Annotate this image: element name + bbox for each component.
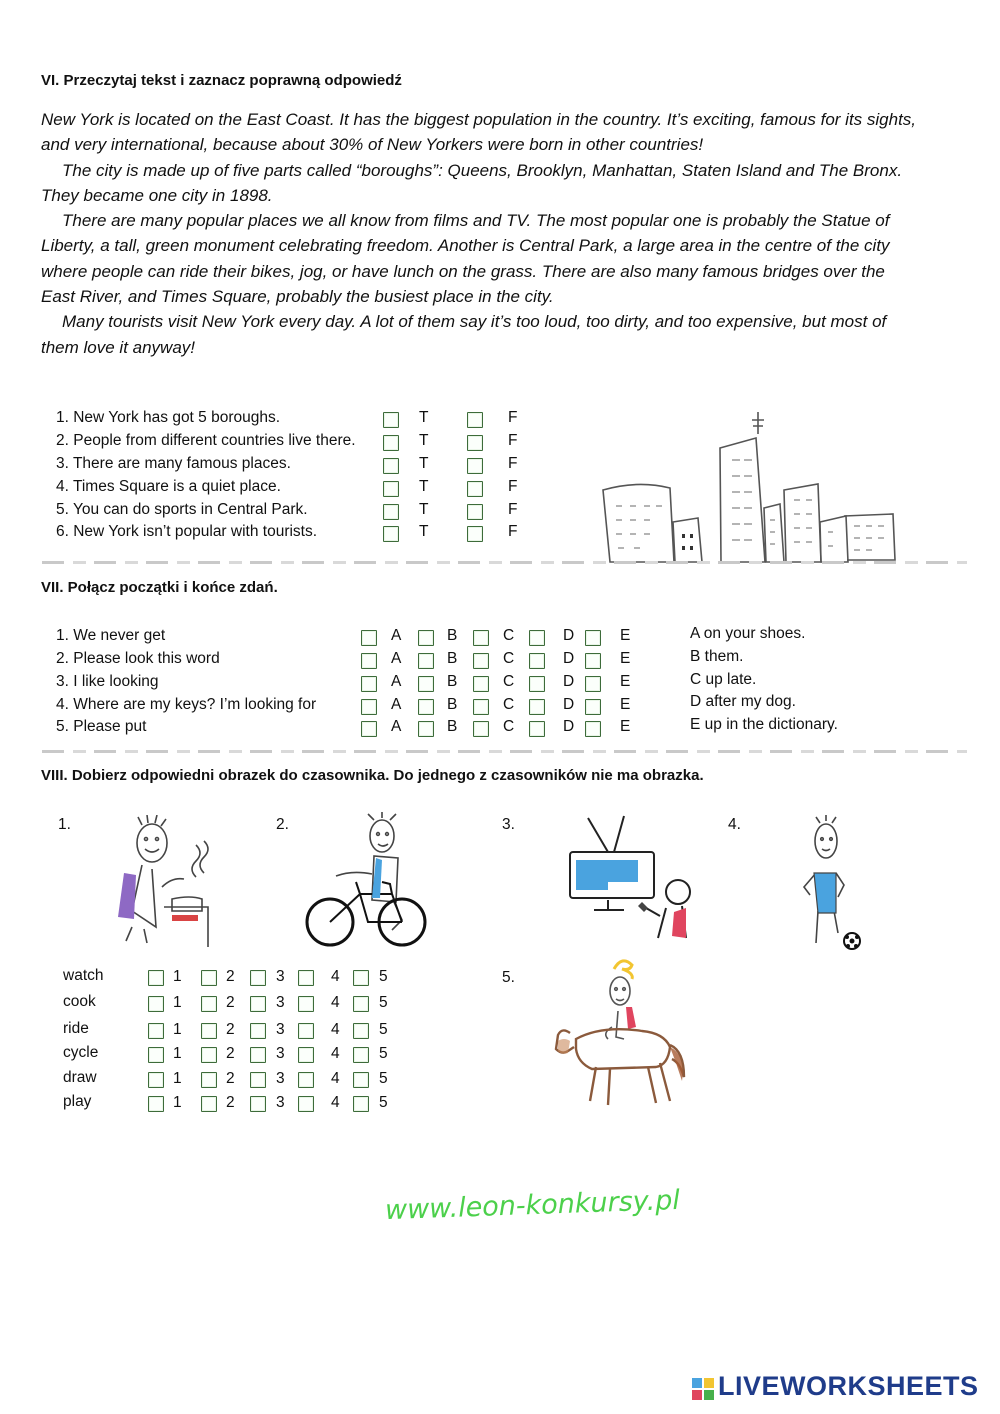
picture-checkbox-2[interactable] <box>201 1047 217 1063</box>
option-checkbox-b[interactable] <box>418 630 434 646</box>
picture-option-label: 1 <box>173 1021 182 1038</box>
bicycle-icon <box>302 812 430 952</box>
option-checkbox-e[interactable] <box>585 630 601 646</box>
picture-number-3: 3. <box>502 816 515 833</box>
option-checkbox-d[interactable] <box>529 653 545 669</box>
false-checkbox[interactable] <box>467 526 483 542</box>
picture-option-label: 4 <box>331 1094 340 1111</box>
picture-option-label: 5 <box>379 1045 388 1062</box>
picture-option-label: 4 <box>331 994 340 1011</box>
picture-option-label: 3 <box>276 1021 285 1038</box>
true-label: T <box>419 455 429 472</box>
picture-checkbox-3[interactable] <box>250 1072 266 1088</box>
picture-checkbox-1[interactable] <box>148 996 164 1012</box>
picture-checkbox-5[interactable] <box>353 1047 369 1063</box>
true-checkbox[interactable] <box>383 504 399 520</box>
picture-checkbox-3[interactable] <box>250 1047 266 1063</box>
picture-option-label: 1 <box>173 1070 182 1087</box>
tf-statement: 6. New York isn’t popular with tourists. <box>56 523 318 540</box>
false-label: F <box>508 455 518 472</box>
picture-checkbox-5[interactable] <box>353 996 369 1012</box>
tf-statement: 4. Times Square is a quiet place. <box>56 478 281 495</box>
sentence-beginning: 4. Where are my keys? I’m looking for <box>56 696 317 713</box>
horse-rider-icon <box>552 955 702 1115</box>
picture-option-label: 5 <box>379 1021 388 1038</box>
false-checkbox[interactable] <box>467 504 483 520</box>
picture-number-2: 2. <box>276 816 289 833</box>
section-divider <box>42 750 967 753</box>
picture-option-label: 4 <box>331 1021 340 1038</box>
picture-option-label: 1 <box>173 1094 182 1111</box>
option-label: E <box>620 673 631 690</box>
picture-checkbox-4[interactable] <box>298 970 314 986</box>
sentence-beginning: 3. I like looking <box>56 673 159 690</box>
option-checkbox-d[interactable] <box>529 721 545 737</box>
picture-option-label: 2 <box>226 1021 235 1038</box>
true-label: T <box>419 501 429 518</box>
option-label: D <box>563 673 575 690</box>
sentence-ending: B them. <box>690 648 744 665</box>
section8-heading: VIII. Dobierz odpowiedni obrazek do czasownika. Do jednego z czasowników nie ma obrazka. <box>41 767 704 784</box>
city-skyline-icon <box>598 410 903 565</box>
sentence-beginning: 1. We never get <box>56 627 166 644</box>
option-label: B <box>447 718 458 735</box>
picture-checkbox-4[interactable] <box>298 1023 314 1039</box>
picture-checkbox-2[interactable] <box>201 1072 217 1088</box>
option-label: E <box>620 627 631 644</box>
verb-label: play <box>63 1093 92 1110</box>
liveworksheets-brand: LIVEWORKSHEETS <box>718 1371 979 1401</box>
option-checkbox-e[interactable] <box>585 699 601 715</box>
verb-label: draw <box>63 1069 97 1086</box>
option-label: D <box>563 650 575 667</box>
picture-option-label: 3 <box>276 1070 285 1087</box>
option-checkbox-b[interactable] <box>418 676 434 692</box>
picture-checkbox-1[interactable] <box>148 970 164 986</box>
picture-number-5: 5. <box>502 969 515 986</box>
option-checkbox-d[interactable] <box>529 699 545 715</box>
section7-heading: VII. Połącz początki i końce zdań. <box>41 579 278 596</box>
picture-option-label: 1 <box>173 1045 182 1062</box>
option-label: C <box>503 650 515 667</box>
picture-option-label: 1 <box>173 968 182 985</box>
sentence-ending: D after my dog. <box>690 693 796 710</box>
true-label: T <box>419 432 429 449</box>
option-checkbox-e[interactable] <box>585 676 601 692</box>
option-checkbox-a[interactable] <box>361 630 377 646</box>
option-checkbox-e[interactable] <box>585 653 601 669</box>
false-label: F <box>508 501 518 518</box>
picture-option-label: 4 <box>331 968 340 985</box>
picture-option-label: 3 <box>276 968 285 985</box>
picture-option-label: 5 <box>379 1070 388 1087</box>
option-label: A <box>391 673 402 690</box>
picture-checkbox-2[interactable] <box>201 1096 217 1112</box>
option-checkbox-d[interactable] <box>529 676 545 692</box>
option-checkbox-b[interactable] <box>418 699 434 715</box>
picture-checkbox-2[interactable] <box>201 1023 217 1039</box>
picture-checkbox-5[interactable] <box>353 970 369 986</box>
sentence-ending: C up late. <box>690 671 757 688</box>
option-label: C <box>503 673 515 690</box>
option-checkbox-a[interactable] <box>361 676 377 692</box>
false-checkbox[interactable] <box>467 481 483 497</box>
picture-option-label: 5 <box>379 968 388 985</box>
picture-checkbox-1[interactable] <box>148 1072 164 1088</box>
picture-checkbox-4[interactable] <box>298 1096 314 1112</box>
picture-checkbox-3[interactable] <box>250 1096 266 1112</box>
section6-heading: VI. Przeczytaj tekst i zaznacz poprawną odpowiedź <box>41 72 402 89</box>
true-checkbox[interactable] <box>383 435 399 451</box>
website-watermark: www.leon-konkursy.pl <box>384 1184 681 1227</box>
tf-statement: 3. There are many famous places. <box>56 455 291 472</box>
picture-number-4: 4. <box>728 816 741 833</box>
picture-checkbox-5[interactable] <box>353 1023 369 1039</box>
liveworksheets-logo-icon <box>692 1378 716 1400</box>
picture-option-label: 2 <box>226 994 235 1011</box>
option-label: E <box>620 718 631 735</box>
false-label: F <box>508 523 518 540</box>
picture-number-1: 1. <box>58 816 71 833</box>
option-label: D <box>563 696 575 713</box>
picture-checkbox-1[interactable] <box>148 1096 164 1112</box>
tf-statement: 2. People from different countries live there. <box>56 432 356 449</box>
option-label: A <box>391 696 402 713</box>
option-label: C <box>503 696 515 713</box>
picture-option-label: 5 <box>379 994 388 1011</box>
picture-checkbox-5[interactable] <box>353 1096 369 1112</box>
option-label: A <box>391 627 402 644</box>
verb-label: ride <box>63 1020 89 1037</box>
true-checkbox[interactable] <box>383 412 399 428</box>
option-label: B <box>447 696 458 713</box>
verb-label: cook <box>63 993 96 1010</box>
picture-checkbox-4[interactable] <box>298 996 314 1012</box>
picture-checkbox-1[interactable] <box>148 1047 164 1063</box>
false-label: F <box>508 478 518 495</box>
picture-checkbox-3[interactable] <box>250 970 266 986</box>
option-checkbox-d[interactable] <box>529 630 545 646</box>
option-label: B <box>447 673 458 690</box>
picture-checkbox-4[interactable] <box>298 1047 314 1063</box>
verb-label: cycle <box>63 1044 99 1061</box>
option-checkbox-e[interactable] <box>585 721 601 737</box>
option-label: C <box>503 627 515 644</box>
picture-checkbox-1[interactable] <box>148 1023 164 1039</box>
picture-checkbox-3[interactable] <box>250 996 266 1012</box>
false-checkbox[interactable] <box>467 435 483 451</box>
picture-option-label: 2 <box>226 968 235 985</box>
picture-option-label: 3 <box>276 1094 285 1111</box>
paragraph-1: New York is located on the East Coast. It has the biggest population in the country. It’s exciting, famous for its sights, and very international, because about 30% of New Yorkers were born in other countries! <box>41 110 917 155</box>
picture-checkbox-2[interactable] <box>201 996 217 1012</box>
picture-option-label: 2 <box>226 1045 235 1062</box>
option-label: E <box>620 696 631 713</box>
option-checkbox-a[interactable] <box>361 653 377 669</box>
section-divider <box>42 561 967 564</box>
option-checkbox-c[interactable] <box>473 676 489 692</box>
option-label: A <box>391 650 402 667</box>
option-checkbox-c[interactable] <box>473 630 489 646</box>
option-checkbox-a[interactable] <box>361 721 377 737</box>
option-label: E <box>620 650 631 667</box>
option-label: B <box>447 627 458 644</box>
true-label: T <box>419 523 429 540</box>
sentence-ending: E up in the dictionary. <box>690 716 838 733</box>
paragraph-3: There are many popular places we all know from films and TV. The most popular one is probably the Statue of Liberty, a tall, green monument celebrating freedom. Another is Central Park, a large area in the centre of the city where people can ride their bikes, jog, or have lunch on the grass. There are also many famous bridges over the East River, and Times Square, probably the busiest place in the city. <box>41 211 890 307</box>
tf-statement: 1. New York has got 5 boroughs. <box>56 409 281 426</box>
tf-statement: 5. You can do sports in Central Park. <box>56 501 308 518</box>
picture-option-label: 3 <box>276 994 285 1011</box>
verb-label: watch <box>63 967 104 984</box>
true-checkbox[interactable] <box>383 458 399 474</box>
paragraph-4: Many tourists visit New York every day. A lot of them say it’s too loud, too dirty, and too expensive, but most of them love it anyway! <box>41 312 887 357</box>
false-checkbox[interactable] <box>467 412 483 428</box>
sentence-beginning: 2. Please look this word <box>56 650 220 667</box>
paragraph-2: The city is made up of five parts called “boroughs”: Queens, Brooklyn, Manhattan, Staten Island and The Bronx. They became one city in 1898. <box>41 160 903 205</box>
picture-checkbox-3[interactable] <box>250 1023 266 1039</box>
option-checkbox-b[interactable] <box>418 721 434 737</box>
picture-checkbox-4[interactable] <box>298 1072 314 1088</box>
sentence-beginning: 5. Please put <box>56 718 147 735</box>
picture-option-label: 1 <box>173 994 182 1011</box>
option-label: B <box>447 650 458 667</box>
picture-option-label: 2 <box>226 1094 235 1111</box>
false-checkbox[interactable] <box>467 458 483 474</box>
option-label: D <box>563 627 575 644</box>
sentence-ending: A on your shoes. <box>690 625 806 642</box>
option-checkbox-b[interactable] <box>418 653 434 669</box>
option-checkbox-c[interactable] <box>473 653 489 669</box>
true-label: T <box>419 478 429 495</box>
picture-option-label: 5 <box>379 1094 388 1111</box>
picture-option-label: 4 <box>331 1070 340 1087</box>
football-player-icon <box>798 815 868 955</box>
option-label: C <box>503 718 515 735</box>
true-checkbox[interactable] <box>383 526 399 542</box>
false-label: F <box>508 409 518 426</box>
picture-checkbox-5[interactable] <box>353 1072 369 1088</box>
picture-option-label: 2 <box>226 1070 235 1087</box>
option-checkbox-c[interactable] <box>473 699 489 715</box>
option-checkbox-a[interactable] <box>361 699 377 715</box>
picture-option-label: 4 <box>331 1045 340 1062</box>
picture-checkbox-2[interactable] <box>201 970 217 986</box>
true-checkbox[interactable] <box>383 481 399 497</box>
tv-watching-icon <box>560 812 700 942</box>
cooking-person-icon <box>112 815 222 947</box>
option-label: D <box>563 718 575 735</box>
option-label: A <box>391 718 402 735</box>
true-label: T <box>419 409 429 426</box>
reading-text <box>41 107 921 360</box>
option-checkbox-c[interactable] <box>473 721 489 737</box>
false-label: F <box>508 432 518 449</box>
picture-option-label: 3 <box>276 1045 285 1062</box>
